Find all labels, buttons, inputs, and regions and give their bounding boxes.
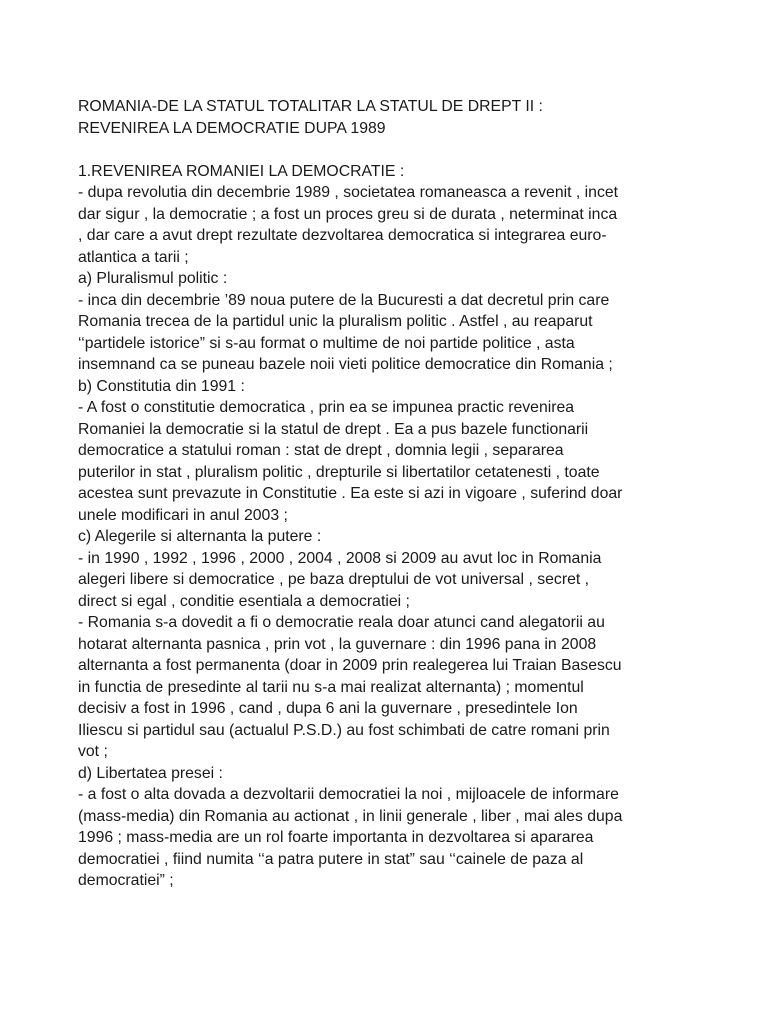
text-line: acestea sunt prevazute in Constitutie . Ea este si azi in vigoare , suferind doar xyxy=(78,485,623,502)
subsection-heading: c) Alegerile si alternanta la putere : xyxy=(78,528,322,545)
text-line: dar sigur , la democratie ; a fost un proces greu si de durata , neterminat inca xyxy=(78,205,618,223)
text-line: - in 1990 , 1992 , 1996 , 2000 , 2004 , 2008 si 2009 au avut loc in Romania xyxy=(78,549,602,567)
text-line: Romania trecea de la partidul unic la pluralism politic . Astfel , au reaparut xyxy=(78,313,593,330)
text-line: Romaniei la democratie si la statul de drept . Ea a pus bazele functionarii xyxy=(78,420,589,438)
text-line: in functia de presedinte al tarii nu s-a mai realizat alternanta) ; momentul xyxy=(78,678,584,696)
text-line: insemnand ca se puneau bazele noii vieti politice democratice din Romania ; xyxy=(78,356,613,373)
document-body xyxy=(78,161,698,892)
text-line: ‘‘partidele istorice” si s-au format o multime de noi partide politice , asta xyxy=(78,334,575,352)
text-line: - dupa revolutia din decembrie 1989 , societatea romaneasca a revenit , incet xyxy=(78,184,619,201)
title-line: ROMANIA-DE LA STATUL TOTALITAR LA STATUL DE DREPT II : xyxy=(78,98,543,115)
text-line: - inca din decembrie ’89 noua putere de la Bucuresti a dat decretul prin care xyxy=(78,291,610,309)
section-heading: 1.REVENIREA ROMANIEI LA DEMOCRATIE : xyxy=(78,162,405,180)
text-line: hotarat alternanta pasnica , prin vot , la guvernare : din 1996 pana in 2008 xyxy=(78,635,597,653)
text-line: direct si egal , conditie esentiala a democratiei ; xyxy=(78,592,410,610)
text-line: democratice a statului roman : stat de drept , domnia legii , separarea xyxy=(78,442,564,459)
text-line: (mass-media) din Romania au actionat , in linii generale , liber , mai ales dupa xyxy=(78,807,623,825)
text-line: democratiei , fiind numita ‘‘a patra putere in stat” sau ‘‘cainele de paza al xyxy=(78,850,584,868)
document-title xyxy=(78,96,698,139)
paragraph-spacer xyxy=(78,139,698,161)
text-line: Iliescu si partidul sau (actualul P.S.D.) au fost schimbati de catre romani prin xyxy=(78,721,610,739)
text-line: atlantica a tarii ; xyxy=(78,248,189,266)
title-line: REVENIREA LA DEMOCRATIE DUPA 1989 xyxy=(78,119,386,137)
subsection-heading: d) Libertatea presei : xyxy=(78,764,223,782)
text-line: unele modificari in anul 2003 ; xyxy=(78,506,288,524)
text-line: puterilor in stat , pluralism politic , drepturile si libertatilor cetatenesti , toate xyxy=(78,463,600,481)
text-line: decisiv a fost in 1996 , cand , dupa 6 ani la guvernare , presedintele Ion xyxy=(78,700,578,717)
subsection-heading: a) Pluralismul politic : xyxy=(78,270,228,287)
text-line: , dar care a avut drept rezultate dezvoltarea democratica si integrarea euro- xyxy=(78,227,607,244)
text-line: 1996 ; mass-media are un rol foarte importanta in dezvoltarea si apararea xyxy=(78,829,594,846)
text-line: alternanta a fost permanenta (doar in 2009 prin realegerea lui Traian Basescu xyxy=(78,657,622,674)
text-line: vot ; xyxy=(78,743,108,760)
text-line: - Romania s-a dovedit a fi o democratie reala doar atunci cand alegatorii au xyxy=(78,614,605,631)
text-line: alegeri libere si democratice , pe baza dreptului de vot universal , secret , xyxy=(78,571,590,588)
subsection-heading: b) Constitutia din 1991 : xyxy=(78,377,245,395)
text-line: democratiei” ; xyxy=(78,872,174,889)
text-line: - a fost o alta dovada a dezvoltarii democratiei la noi , mijloacele de informare xyxy=(78,786,619,803)
text-line: - A fost o constitutie democratica , prin ea se impunea practic revenirea xyxy=(78,399,575,416)
document-page xyxy=(78,96,698,892)
